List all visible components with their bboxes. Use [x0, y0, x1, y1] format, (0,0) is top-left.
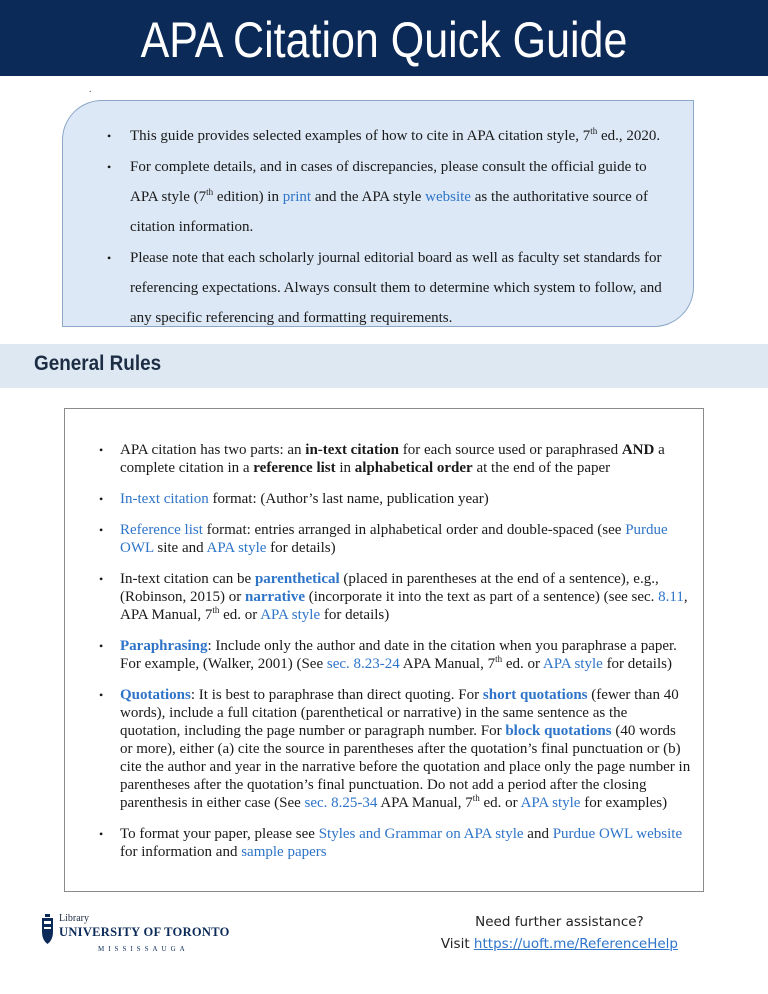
sec-8-23-link[interactable]: sec. 8.23-24 — [326, 656, 400, 672]
header-banner — [0, 0, 768, 76]
crest-icon — [40, 914, 55, 946]
intro-item-note: • Please note that each scholarly journal editorial board as well as faculty set standards for referencing expectations. Always consult them to determine which system to follow, and any specific referencing and formatting requirements. — [63, 243, 695, 333]
bullet-icon: • — [99, 827, 104, 841]
rule-paraphrasing: • Paraphrasing: Include only the author and date in the citation when you paraphrase a paper. For example, (Walker, 2001) (See sec. 8.23-24 APA Manual, 7th ed. or APA style for details) — [99, 638, 677, 672]
rule-in-text-format: • In-text citation format: (Author’s last name, publication year) — [99, 491, 489, 507]
logo-university-name: UNIVERSITY OF TORONTO — [59, 925, 230, 939]
intro-item-details: • For complete details, and in cases of discrepancies, please consult the official guide to APA style (7th edition) in print and the APA style website as the authoritative source of citation information. — [63, 152, 695, 242]
print-link[interactable]: print — [282, 189, 312, 205]
general-rules-box — [64, 408, 704, 892]
page-title: APA Citation Quick Guide — [140, 12, 628, 68]
bullet-icon: • — [99, 523, 104, 537]
help-heading: Need further assistance? — [475, 914, 644, 930]
narrative-link[interactable]: narrative — [245, 589, 305, 605]
rule-two-parts: • APA citation has two parts: an in-text citation for each source used or paraphrased AND a complete citation in a reference list in alphabetical order at the end of the paper — [99, 442, 665, 476]
bullet-icon: • — [99, 688, 104, 702]
bullet-icon: • — [107, 251, 112, 265]
bullet-icon: • — [99, 492, 104, 506]
intro-item-scope: • This guide provides selected examples of how to cite in APA citation style, 7th ed., 2020. — [63, 121, 695, 151]
apa-style-link[interactable]: APA style — [260, 607, 321, 623]
rule-formatting: • To format your paper, please see Styles and Grammar on APA style and Purdue OWL website for information and sample papers — [99, 826, 683, 860]
paraphrasing-link[interactable]: Paraphrasing — [120, 638, 208, 654]
logo-campus-name: MISSISSAUGA — [98, 945, 189, 953]
section-title: General Rules — [34, 352, 162, 375]
reference-list-link[interactable]: Reference list — [120, 522, 203, 538]
sample-papers-link[interactable]: sample papers — [241, 844, 327, 860]
quotations-link[interactable]: Quotations — [120, 687, 191, 703]
purdue-owl-link[interactable]: Purdue OWL — [120, 522, 668, 556]
styles-grammar-link[interactable]: Styles and Grammar on APA style — [318, 826, 524, 842]
logo-library-label: Library — [59, 913, 89, 924]
block-quotations-link[interactable]: block quotations — [505, 723, 612, 739]
bullet-icon: • — [107, 129, 112, 143]
apa-style-link[interactable]: APA style — [520, 795, 581, 811]
help-url-link[interactable]: https://uoft.me/ReferenceHelp — [473, 936, 678, 952]
university-logo[interactable] — [40, 912, 230, 956]
intro-callout — [62, 100, 694, 327]
apa-style-link[interactable]: APA style — [542, 656, 603, 672]
bullet-icon: • — [99, 443, 104, 457]
sec-8-11-link[interactable]: 8.11 — [658, 589, 684, 605]
parenthetical-link[interactable]: parenthetical — [254, 571, 340, 587]
help-notice — [441, 911, 678, 955]
rule-reference-list: • Reference list format: entries arranged in alphabetical order and double-spaced (see Purdue OWL site and APA style for details) — [99, 522, 668, 556]
purdue-owl-website-link[interactable]: Purdue OWL website — [552, 826, 683, 842]
rule-quotations: • Quotations: It is best to paraphrase than direct quoting. For short quotations (fewer than 40 words), include a full citation (parenthetical or narrative) in the same sentence as the quotation, including the page number or paragraph number. For block quotations (40 words or more), either (a) cite the source in parentheses after the quotation’s final punctuation or (b) cite the author and year in the narrative before the quotation and place only the page number in parentheses after the quotation’s final punctuation. Do not add a period after the closing parenthesis in either case (See sec. 8.25-34 APA Manual, 7th ed. or APA style for examples) — [99, 687, 691, 811]
short-quotations-link[interactable]: short quotations — [482, 687, 588, 703]
rules-list — [65, 441, 705, 874]
apa-style-link[interactable]: APA style — [206, 540, 267, 556]
bullet-icon: • — [99, 639, 104, 653]
sec-8-25-link[interactable]: sec. 8.25-34 — [304, 795, 378, 811]
rule-citation-types: • In-text citation can be parenthetical (placed in parentheses at the end of a sentence), e.g., (Robinson, 2015) or narrative (incorporate it into the text as part of a sentence) (see sec. 8.11, APA Manual, 7th ed. or APA style for details) — [99, 571, 688, 623]
in-text-citation-link[interactable]: In-text citation — [120, 491, 209, 507]
bullet-icon: • — [107, 160, 112, 174]
bullet-icon: • — [99, 572, 104, 586]
intro-list — [63, 121, 695, 334]
help-line: Visit https://uoft.me/ReferenceHelp — [440, 936, 678, 952]
stray-dot: . — [89, 84, 92, 95]
website-link[interactable]: website — [425, 189, 471, 205]
